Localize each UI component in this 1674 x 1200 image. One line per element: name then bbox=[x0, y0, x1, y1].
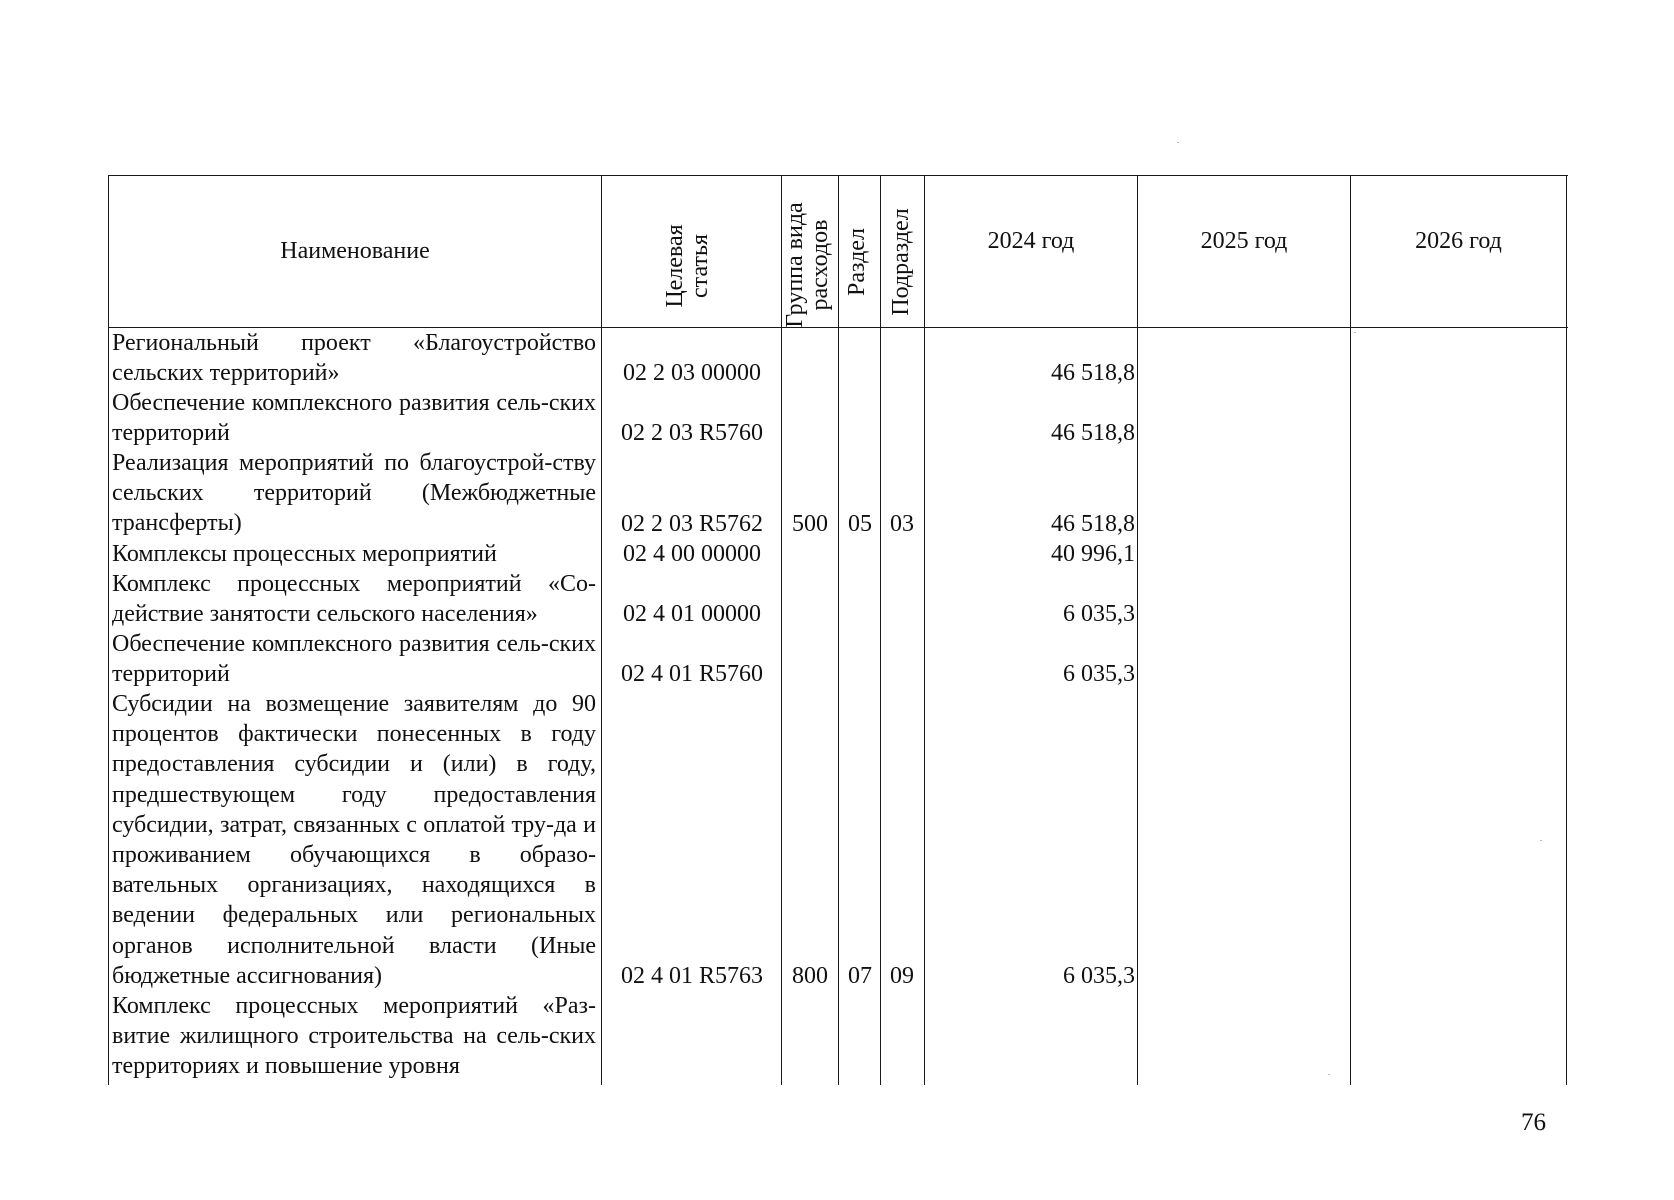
table-row-name: Обеспечение комплексного развития сель-ских территорий bbox=[112, 390, 596, 447]
header-subsection bbox=[889, 202, 917, 322]
table-row-target: 02 4 01 R5763 bbox=[620, 963, 763, 989]
header-group bbox=[783, 191, 837, 339]
header-section-text: Раздел bbox=[844, 228, 870, 296]
table-row-2024: 46 518,8 bbox=[1051, 511, 1135, 537]
header-section bbox=[845, 202, 873, 322]
scan-speck bbox=[1354, 332, 1356, 333]
table-row-name: Субсидии на возмещение заявителям до 90 процентов фактически понесенных в году предоставления субсидии и (или) в году, предшествующем году предоставления субсидии, затрат, связанных с оплатой тру-да и проживанием обучающихся в образо-вательных организациях, находящихся в ведении федеральных или региональных органов исполнительной власти (Иные бюджетные ассигнования) bbox=[112, 691, 596, 989]
header-2025 bbox=[1139, 176, 1349, 306]
page-number: 76 bbox=[1521, 1109, 1546, 1136]
table-row-target: 02 2 03 R5762 bbox=[620, 511, 763, 537]
col-border-section-subsection bbox=[880, 175, 881, 1085]
table-row-2024: 40 996,1 bbox=[1051, 541, 1135, 567]
table-row-2024: 6 035,3 bbox=[1063, 601, 1135, 627]
table-row-2024: 6 035,3 bbox=[1063, 661, 1135, 687]
table-row-target: 02 2 03 R5760 bbox=[620, 420, 763, 446]
col-border-right bbox=[1566, 175, 1567, 1085]
table-row-target: 02 4 00 00000 bbox=[623, 541, 761, 567]
table-row-2024: 46 518,8 bbox=[1051, 420, 1135, 446]
header-2025-text: 2025 год bbox=[1200, 228, 1288, 254]
table-row-target: 02 2 03 00000 bbox=[623, 360, 761, 386]
col-border-left bbox=[108, 175, 109, 1085]
table-row-subsection: 09 bbox=[890, 963, 914, 989]
table-row-group: 500 bbox=[792, 511, 828, 537]
col-border-2024-2025 bbox=[1137, 175, 1138, 1085]
table-row-name: Комплексы процессных мероприятий bbox=[112, 541, 497, 567]
col-border-group-section bbox=[838, 175, 839, 1085]
header-2024 bbox=[926, 176, 1136, 306]
col-border-name-target bbox=[601, 175, 602, 1085]
col-border-2025-2026 bbox=[1350, 175, 1351, 1085]
header-2026 bbox=[1352, 176, 1565, 306]
table-row-name: Обеспечение комплексного развития сель-ских территорий bbox=[112, 631, 596, 688]
table-row-name: Реализация мероприятий по благоустрой-ству сельских территорий (Межбюджетные трансферты) bbox=[112, 450, 596, 537]
header-2026-text: 2026 год bbox=[1415, 228, 1502, 254]
table-row-subsection: 03 bbox=[890, 511, 914, 537]
header-target-line1: Целевая bbox=[662, 224, 688, 308]
scan-speck bbox=[1328, 1074, 1330, 1075]
header-group-line1: Группа вида bbox=[782, 202, 808, 328]
scan-speck bbox=[1177, 142, 1179, 143]
header-target-line2: статья bbox=[687, 234, 713, 298]
header-subsection-text: Подраздел bbox=[888, 208, 914, 316]
scan-speck bbox=[1540, 840, 1542, 841]
header-name-text: Наименование bbox=[280, 238, 430, 264]
table-row-target: 02 4 01 00000 bbox=[623, 601, 761, 627]
table-row-name: Комплекс процессных мероприятий «Со-действие занятости сельского населения» bbox=[112, 571, 596, 628]
table-row-2024: 46 518,8 bbox=[1051, 360, 1135, 386]
table-row-group: 800 bbox=[792, 963, 828, 989]
table-row-name: Комплекс процессных мероприятий «Раз-витие жилищного строительства на сель-ских территориях и повышение уровня bbox=[112, 993, 596, 1080]
header-group-line2: расходов bbox=[807, 219, 833, 311]
table-row-name: Региональный проект «Благоустройство сельских территорий» bbox=[112, 330, 596, 387]
col-border-subsection-2024 bbox=[924, 175, 925, 1085]
header-name bbox=[110, 176, 600, 326]
header-2024-text: 2024 год bbox=[987, 228, 1075, 254]
table-row-2024: 6 035,3 bbox=[1063, 963, 1135, 989]
table-row-section: 05 bbox=[848, 511, 872, 537]
table-row-section: 07 bbox=[848, 963, 872, 989]
table-row-target: 02 4 01 R5760 bbox=[620, 661, 763, 687]
header-target bbox=[663, 186, 719, 346]
